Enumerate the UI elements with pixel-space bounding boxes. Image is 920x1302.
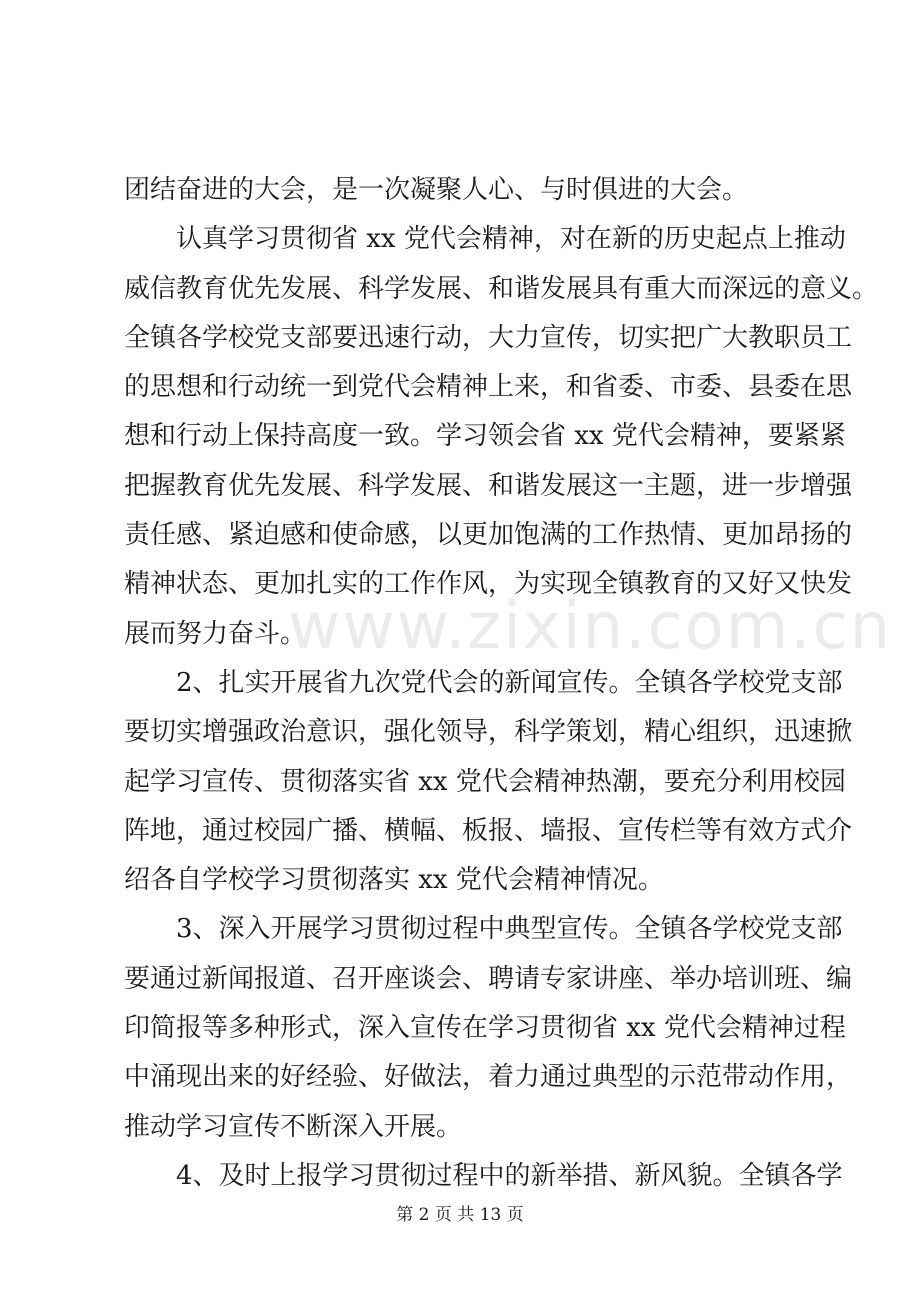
text-line: 2、扎实开展省九次党代会的新闻宣传。全镇各学校党支部	[176, 667, 843, 698]
text-line: 展而努力奋斗。	[124, 618, 307, 649]
text-line: 4、及时上报学习贯彻过程中的新举措、新风貌。全镇各学	[176, 1160, 843, 1191]
text-line: 要通过新闻报道、召开座谈会、聘请专家讲座、举办培训班、编	[124, 963, 853, 994]
text-line: 印简报等多种形式，深入宣传在学习贯彻省 xx 党代会精神过程	[124, 1013, 846, 1044]
page-footer: 第 2 页 共 13 页	[396, 1205, 524, 1225]
text-line: 认真学习贯彻省 xx 党代会精神，对在新的历史起点上推动	[176, 224, 846, 255]
text-line: 要切实增强政治意识，强化领导，科学策划，精心组织，迅速掀	[124, 717, 853, 748]
text-line: 威信教育优先发展、科学发展、和谐发展具有重大而深远的意义。	[124, 273, 879, 304]
text-line: 中涌现出来的好经验、好做法，着力通过典型的示范带动作用，	[124, 1062, 853, 1093]
watermark: www.zixin.com.cn	[288, 590, 893, 664]
text-line: 全镇各学校党支部要迅速行动，大力宣传，切实把广大教职员工	[124, 322, 853, 353]
text-line: 精神状态、更加扎实的工作作风，为实现全镇教育的又好又快发	[124, 569, 853, 600]
document-body	[124, 166, 879, 1201]
text-line: 绍各自学校学习贯彻落实 xx 党代会精神情况。	[124, 865, 664, 896]
text-line: 阵地，通过校园广播、横幅、板报、墙报、宣传栏等有效方式介	[124, 815, 853, 846]
text-line: 把握教育优先发展、科学发展、和谐发展这一主题，进一步增强	[124, 470, 853, 501]
text-line: 团结奋进的大会，是一次凝聚人心、与时俱进的大会。	[124, 175, 749, 205]
text-line: 起学习宣传、贯彻落实省 xx 党代会精神热潮，要充分利用校园	[124, 766, 846, 797]
text-line: 责任感、紧迫感和使命感，以更加饱满的工作热情、更加昂扬的	[124, 520, 853, 551]
text-line: 想和行动上保持高度一致。学习领会省 xx 党代会精神，要紧紧	[124, 421, 846, 452]
text-line: 3、深入开展学习贯彻过程中典型宣传。全镇各学校党支部	[176, 914, 843, 945]
text-line: 的思想和行动统一到党代会精神上来，和省委、市委、县委在思	[124, 372, 853, 403]
text-line: 推动学习宣传不断深入开展。	[124, 1111, 463, 1142]
